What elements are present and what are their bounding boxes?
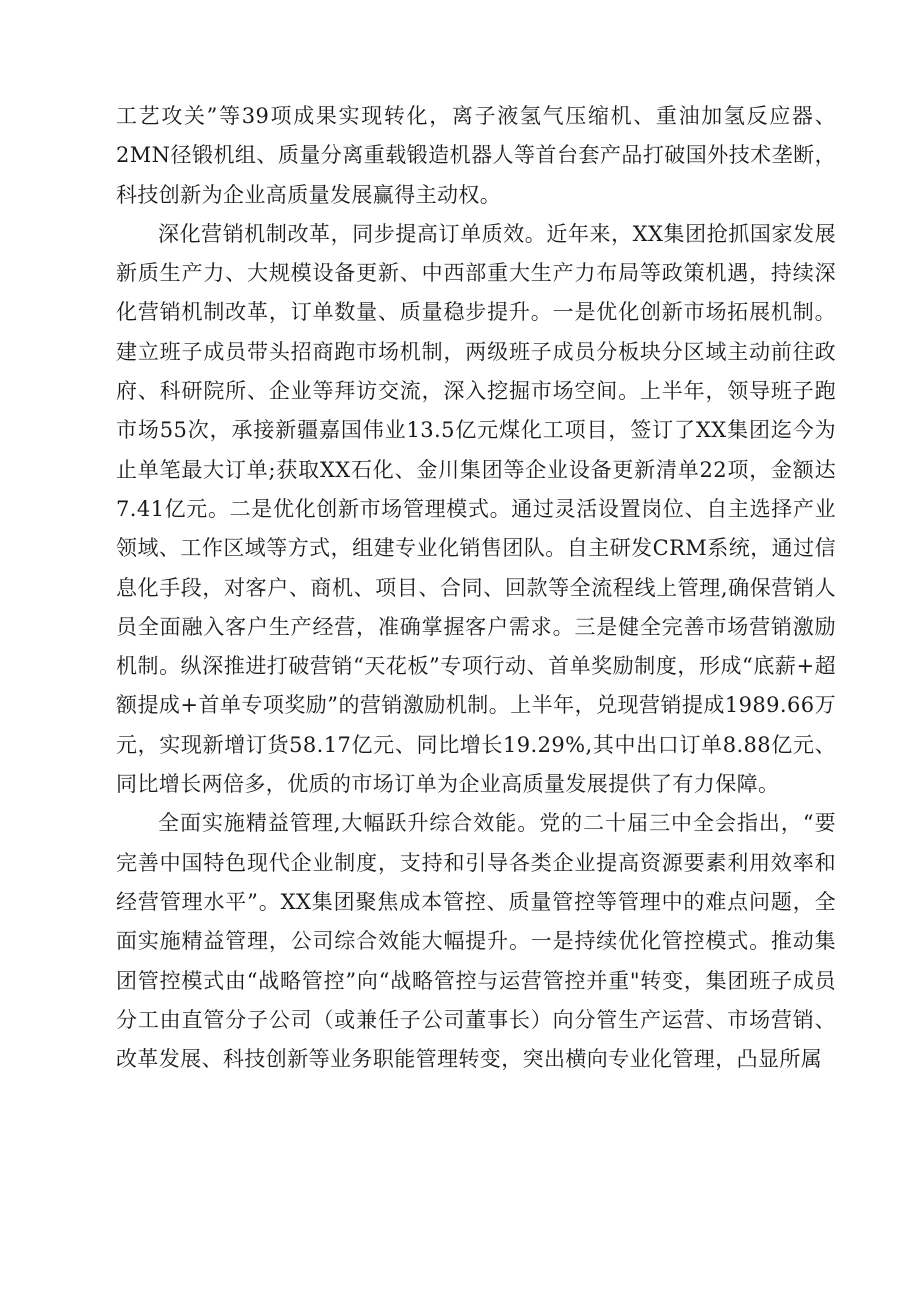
paragraph-2: 深化营销机制改革，同步提高订单质效。近年来，XX集团抢抓国家发展新质生产力、大规模设备更新、中西部重大生产力布局等政策机遇，持续深化营销机制改革，订单数量、质量稳步提升。一是优化创新市场拓展机制。建立班子成员带头招商跑市场机制，两级班子成员分板块分区域主动前往政府、科研院所、企业等拜访交流，深入挖掘市场空间。上半年，领导班子跑市场55次，承接新疆嘉国伟业13.5亿元煤化工项目，签订了XX集团迄今为止单笔最大订单;获取XX石化、金川集团等企业设备更新清单22项，金额达7.41亿元。二是优化创新市场管理模式。通过灵活设置岗位、自主选择产业领域、工作区域等方式，组建专业化销售团队。自主研发CRM系统，通过信息化手段，对客户、商机、项目、合同、回款等全流程线上管理,确保营销人员全面融入客户生产经营，准确掌握客户需求。三是健全完善市场营销激励机制。纵深推进打破营销“天花板”专项行动、首单奖励制度，形成“底薪+超额提成+首单专项奖励”的营销激励机制。上半年，兑现营销提成1989.66万元，实现新增订货58.17亿元、同比增长19.29%,其中出口订单8.88亿元、同比增长两倍多，优质的市场订单为企业高质量发展提供了有力保障。 (116, 221, 836, 797)
paragraph-1: 工艺攻关”等39项成果实现转化，离子液氢气压缩机、重油加氢反应器、2MN径锻机组、质量分离重载锻造机器人等首台套产品打破国外技术垄断，科技创新为企业高质量发展赢得主动权。 (116, 104, 836, 207)
document-body (116, 97, 836, 1079)
paragraph-3: 全面实施精益管理,大幅跃升综合效能。党的二十届三中全会指出，“要完善中国特色现代企业制度，支持和引导各类企业提高资源要素利用效率和经营管理水平”。XX集团聚焦成本管控、质量管控等管理中的难点问题，全面实施精益管理，公司综合效能大幅提升。一是持续优化管控模式。推动集团管控模式由“战略管控”向“战略管控与运营管控并重"转变，集团班子成员分工由直管分子公司（或兼任子公司董事长）向分管生产运营、市场营销、改革发展、科技创新等业务职能管理转变，突出横向专业化管理，凸显所属 (116, 811, 836, 1072)
